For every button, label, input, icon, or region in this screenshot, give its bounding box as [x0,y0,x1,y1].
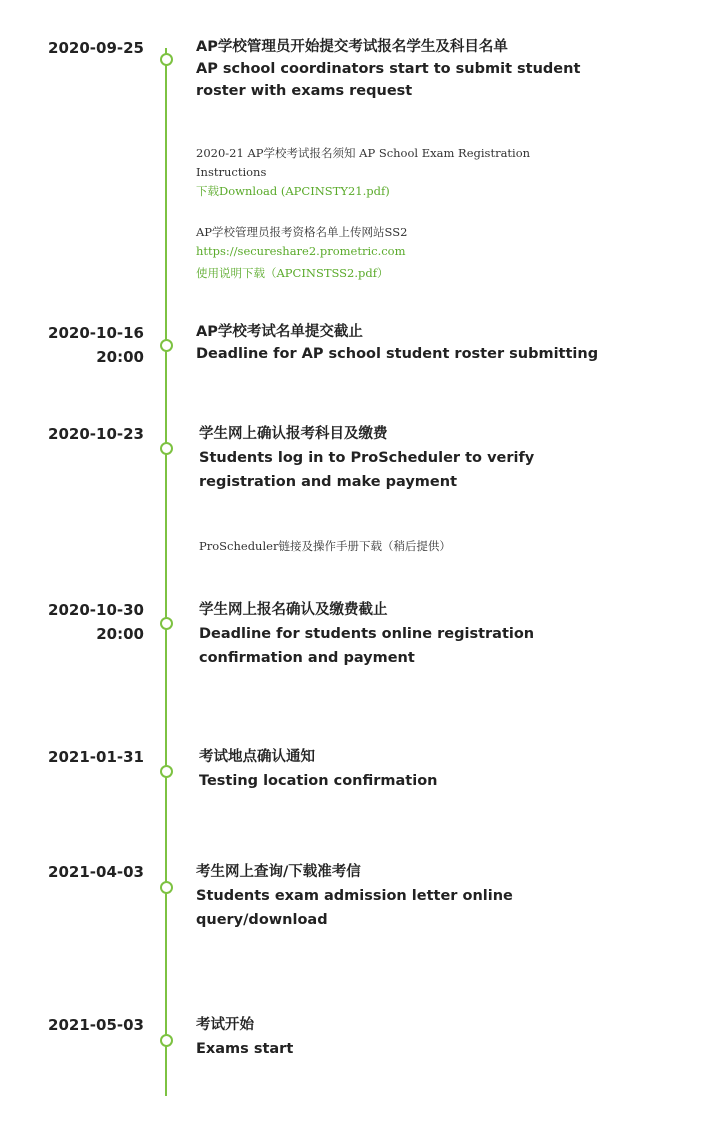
ss2-block [196,223,576,283]
timeline-line [165,48,167,1096]
instructions-text: Instructions [196,165,267,179]
event-title-en: confirmation and payment [199,650,415,666]
timeline-node [160,1034,173,1047]
event-title-cn: 学生网上报名确认及缴费截止 [199,602,388,618]
event-title [199,422,699,494]
event-title-cn: AP学校考试名单提交截止 [196,324,363,340]
event-title-en: AP school coordinators start to submit student [196,61,581,77]
proscheduler-note: ProScheduler链接及操作手册下载（稍后提供） [199,539,451,553]
timeline-node [160,617,173,630]
event-title-en: Testing location confirmation [199,773,438,789]
event-title-en: query/download [196,912,328,928]
event-title-en: Exams start [196,1041,294,1057]
event-title [196,36,696,102]
event-title [196,321,696,365]
event-title [199,598,699,670]
timeline-node [160,881,173,894]
event-date: 2020-10-30 20:00 [48,598,144,646]
ss2-label: AP学校管理员报考资格名单上传网站SS2 [196,225,408,239]
ss2-manual-link[interactable]: 使用说明下载（APCINSTSS2.pdf） [196,266,389,280]
event-date: 2021-04-03 [48,863,144,881]
event-title-cn: 考试地点确认通知 [199,749,315,765]
ss2-url-link[interactable]: https://secureshare2.prometric.com [196,244,406,258]
event-title-en: Deadline for AP school student roster submitting [196,346,599,362]
event-date: 2021-01-31 [48,748,144,766]
event-title-en: Students exam admission letter online [196,888,513,904]
event-title-en: registration and make payment [199,474,457,490]
timeline-node [160,339,173,352]
event-title [196,860,696,932]
event-title-en: Students log in to ProScheduler to verify [199,450,535,466]
event-time: 20:00 [96,625,144,643]
event-title-en: roster with exams request [196,83,413,99]
event-title [199,745,699,793]
timeline-node [160,765,173,778]
instructions-block [196,144,576,201]
event-date: 2020-10-16 20:00 [48,321,144,369]
event-title-cn: 学生网上确认报考科目及缴费 [199,426,388,442]
event-date: 2020-10-23 [48,425,144,443]
event-date: 2020-09-25 [48,39,144,57]
event-date: 2021-05-03 [48,1016,144,1034]
event-time: 20:00 [96,348,144,366]
event-title-cn: AP学校管理员开始提交考试报名学生及科目名单 [196,39,508,55]
timeline-node [160,53,173,66]
event-title [196,1013,696,1061]
timeline-node [160,442,173,455]
event-title-cn: 考试开始 [196,1017,254,1033]
instructions-download-link[interactable]: 下载Download (APCINSTY21.pdf) [196,184,390,198]
event-title-en: Deadline for students online registration [199,626,535,642]
event-title-cn: 考生网上查询/下载准考信 [196,864,361,880]
instructions-text: 2020-21 AP学校考试报名须知 AP School Exam Registration [196,146,531,160]
